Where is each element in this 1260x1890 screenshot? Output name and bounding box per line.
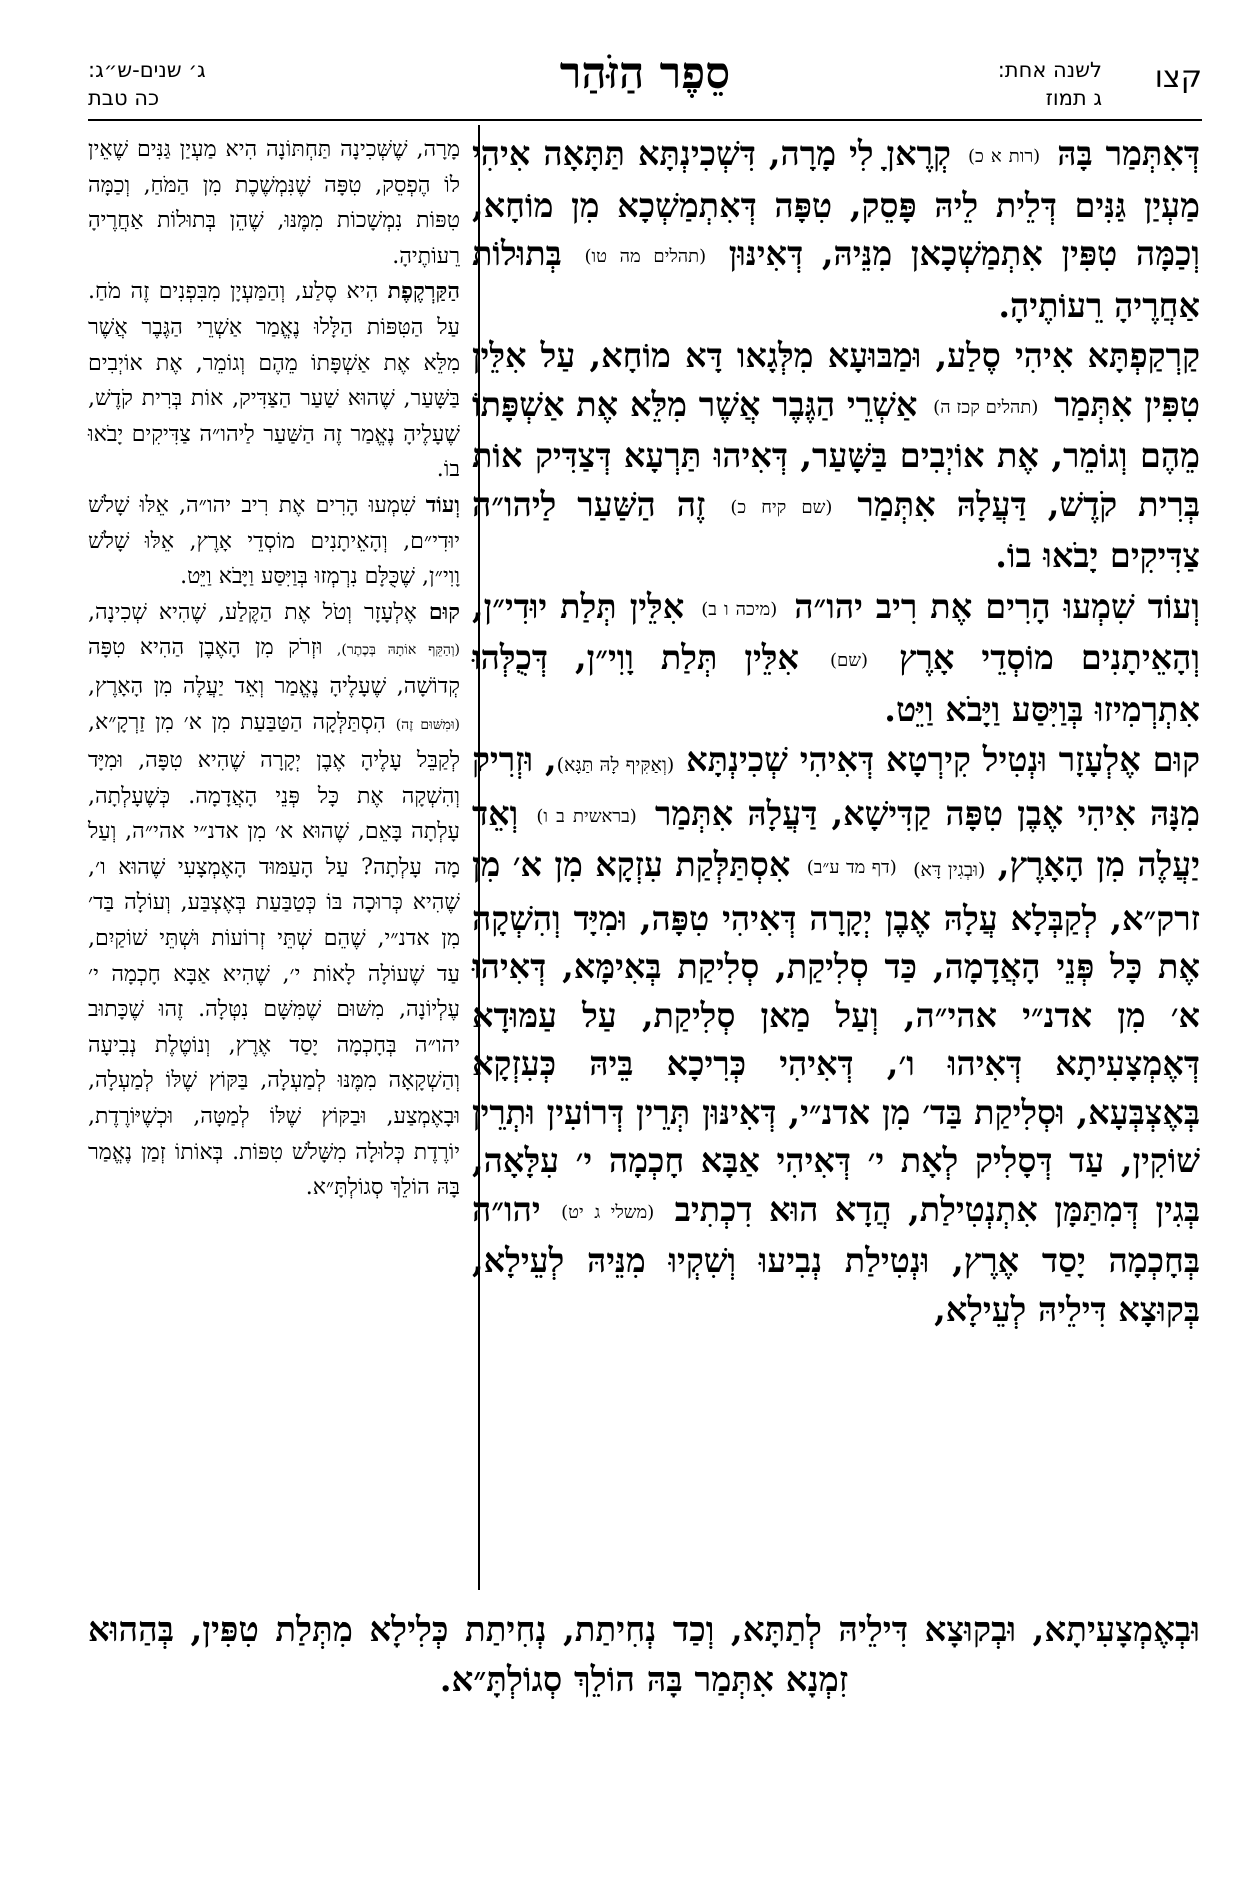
range-label: ג׳ שנים-ש״ג:	[88, 58, 206, 82]
paragraph-lead-word: הַקַּרְקֶפֶת	[387, 278, 460, 305]
main-p2-b: אַשְׁרֵי הַגֶּבֶר אֲשֶׁר מִלֵּא אֶת אַשְׁפָּתוֹ מֵהֶם וְגוֹמֵר, אֶת אוֹיְבִים בַּשָּׁעַר, דְּאִיהוּ תַּרְעָא דְּצַדִּיק אוֹת בְּרִית קֹדֶשׁ, דַּעֲלָהּ אִתְּמַר	[472, 384, 1200, 524]
side-p2-text: הִיא סֶלַע, וְהַמַּעְיָן מִבִּפְנִים זֶה מֹחַ. עַל הַטִּפּוֹת הַלָּלוּ נֶאֱמַר אַשְׁרֵי הַגֶּבֶר אֲשֶׁר מִלֵּא אֶת אַשְׁפָּתוֹ מֵהֶם וְגוֹמֵר, אֶת אוֹיְבִים בַּשָּׁעַר, שֶׁהוּא שַׁעַר הַצַּדִּיק, אוֹת בְּרִית קֹדֶשׁ, שֶׁעָלֶיהָ נֶאֱמַר זֶה הַשַּׁעַר לַיהו״ה צַדִּיקִים יָבֹאוּ בוֹ.	[88, 279, 460, 483]
main-p2-a: קַרְקַפְתָּא אִיהִי סֶלַע, וּמַבּוּעָא מִלְּגָאו דָּא מוֹחָא, עַל אִלֵּין טִפִּין אִתְּמַר	[472, 336, 1200, 424]
main-p4-c: וְאֵד יַעֲלֶה מִן הָאָרֶץ,	[472, 793, 1201, 884]
verse-source: (שם)	[829, 650, 868, 671]
main-p4-b: , וּזְרִיק מִנָּהּ אִיהִי אֶבֶן טִפָּה קַדִּישָׁא, דַּעֲלָהּ אִתְּמַר	[472, 740, 1200, 833]
daily-schedule-left	[88, 56, 206, 112]
inline-gloss: (וְאַקִּיף לָהּ תַּגָּא)	[556, 754, 675, 776]
paragraph-lead-word: וְעוֹד	[425, 491, 460, 518]
book-title: סֵפֶר הַזֹּהַר	[559, 48, 731, 99]
header-rule	[88, 119, 1202, 121]
side-paragraph-1: מָרָה, שֶׁשְּׁכִינָה תַּחְתּוֹנָה הִיא מַעְיַן גַּנִּים שֶׁאֵין לוֹ הֶפְסֵק, טִפָּה שֶׁנִּמְשֶׁכֶת מִן הַמֹּחַ, וְכַמָּה טִפּוֹת נִמְשָׁכוֹת מִמֶּנּוּ, שֶׁהֵן בְּתוּלוֹת אַחֲרֶיהָ רֵעוֹתֶיהָ.	[88, 137, 460, 269]
main-p3-a: וְעוֹד שִׁמְעוּ הָרִים אֶת רִיב יהו״ה	[794, 586, 1200, 626]
side-p4-text-b: וּזְרֹק מִן הָאֶבֶן הַהִיא טִפָּה קְדוֹשָׁה, שֶׁעָלֶיהָ נֶאֱמַר וְאֵד יַעֲלֶה מִן הָאָרֶץ,	[88, 635, 460, 699]
paragraph-lead-word: קוּם	[428, 598, 460, 625]
main-paragraph-3	[472, 583, 1200, 735]
side-p4-text-a: אֶלְעָזָר וְטֹל אֶת הַקֶּלַע, שֶׁהִיא שְׁכִינָה,	[88, 599, 429, 625]
main-paragraph-2	[472, 332, 1200, 581]
page-header	[88, 38, 1202, 120]
column-divider	[478, 125, 480, 1590]
verse-source: (משלי ג יט)	[561, 1201, 655, 1223]
main-p4-a: קוּם אֶלְעָזָר וּנְטִיל קִירְטָא דְּאִיהִי שְׁכִינְתָּא	[686, 740, 1201, 779]
main-p4-e: יהו״ה בְּחָכְמָה יָסַד אֶרֶץ, וּנְטִילַת נְבִיעוּ וְשִׁקְיוּ מִנֵּיהּ לְעֵילָא, בְּקוּצָא דִּילֵיהּ לְעֵילָא,	[472, 1189, 1200, 1329]
main-p1-c: בְּתוּלוֹת אַחֲרֶיהָ רֵעוֹתֶיהָ.	[472, 234, 1200, 325]
main-p4-d: אִסְתַּלְּקַת עִזְקָא מִן א׳ מִן זרק״א, לְקַבְּלָא עֲלָהּ אֶבֶן יְקָרָה דְּאִיהִי טִפָּה, וּמִיָּד וְהִשְׁקָה אֶת כָּל פְּנֵי הָאֲדָמָה, כַּד סְלִיקַת, סְלִיקַת בְּאִימָּא, דְּאִיהוּ א׳ מִן אדנ״י אהי״ה, וְעַל מַאן סְלִיקַת, עַל עַמּוּדָא דְּאֶמְצָעִיתָא דְּאִיהוּ ו׳, דְּאִיהִי כְּרִיכָא בֵּיהּ כְּעִזְקָא בְּאֶצְבְּעָא, וּסְלִיקַת בַּד׳ מִן אדנ״י, דְּאִינּוּן תְּרֵין דְּרוֹעִין וּתְרֵין שׁוֹקִין, עַד דְּסָלִיק לְאָת י׳ דְּאִיהִי אַבָּא חָכְמָה י׳ עִלָּאָה, בְּגִין דְּמִתַּמָּן אִתְנְטִילַת, הֲדָא הוּא דִכְתִיב	[472, 845, 1200, 1229]
side-paragraph-2	[88, 274, 460, 488]
verse-source: (בראשית ב ו)	[536, 805, 637, 827]
side-p4-text-c: הִסְתַּלְּקָה הַטַּבַּעַת מִן א׳ מִן זַרְקָ״א, לְקַבֵּל עָלֶיהָ אֶבֶן יְקָרָה שֶׁהִיא טִפָּה, וּמִיָּד וְהִשְׁקָה אֶת כָּל פְּנֵי הָאֲדָמָה. כְּשֶׁעָלְתָה, עָלְתָה בָּאֵם, שֶׁהוּא א׳ מִן אדנ״י אהי״ה, וְעַל מָה עָלְתָה? עַל הָעַמּוּד הָאֶמְצָעִי שֶׁהוּא ו׳, שֶׁהִיא כְּרוּכָה בּוֹ כְּטַבַּעַת בְּאֶצְבַּע, וְעוֹלָה בַּד׳ מִן אדנ״י, שֶׁהֵם שְׁתֵּי זְרוֹעוֹת וּשְׁתֵּי שׁוֹקַיִם, עַד שֶׁעוֹלָה לָאוֹת י׳, שֶׁהִיא אַבָּא חָכְמָה י׳ עֶלְיוֹנָה, מִשּׁוּם שֶׁמִּשָּׁם נִטְּלָה. זֶהוּ שֶׁכָּתוּב יהו״ה בְּחָכְמָה יָסַד אֶרֶץ, וְנוֹטֶלֶת נְבִיעָה וְהַשְׁקָאָה מִמֶּנּוּ לְמַעְלָה, בַּקּוֹץ שֶׁלּוֹ לְמַעְלָה, וּבָאֶמְצַע, וּבַקּוֹץ שֶׁלּוֹ לְמַטָּה, וּכְשֶׁיּוֹרֶדֶת, יוֹרֶדֶת כְּלוּלָה מִשָּׁלֹשׁ טִפּוֹת. בְּאוֹתוֹ זְמַן נֶאֱמַר בָּהּ הוֹלֵךְ סְגוֹלְתָּ״א.	[88, 709, 460, 1201]
main-text-column	[472, 130, 1200, 1336]
closing-paragraph: וּבְאֶמְצָעִיתָא, וּבְקוּצָא דִּילֵיהּ לְתַתָּא, וְכַד נְחִיתַת, נְחִיתַת כְּלִילָא מִתְּלַת טִפִּין, בְּהַהוּא זִמְנָא אִתְּמַר בָּהּ הוֹלֵךְ סְגוֹלְתָּ״א.	[88, 1610, 1200, 1700]
verse-source: (שם קיח כ)	[730, 496, 833, 518]
main-p3-c: אִלֵּין תְּלַת וָוִי״ן, דְּכֻלְּהוּ אִתְרְמִיזוּ בְּוַיִּסַּע וַיָּבֹא וַיֵּט.	[472, 638, 1200, 729]
side-paragraph-3	[88, 488, 460, 595]
date-right: ג תמוז	[1045, 86, 1102, 110]
main-p1-a: דְּאִתְּמַר בָּהּ	[1057, 134, 1200, 173]
inline-gloss: (וּבְגִין דָּא)	[913, 859, 986, 881]
verse-source: (מיכה ו ב)	[701, 598, 778, 620]
main-p1-b: קְרֶאןָ לִי מָרָה, דִּשְׁכִינְתָּא תַּתָּאָה אִיהִי מַעְיַן גַּנִּים דְּלֵית לֵיהּ פָּסֵק, טִפָּה דְּאִתְמַשְׁכָא מִן מוֹחָא, וְכַמָּה טִפִּין אִתְמַשְׁכָאן מִנֵּיהּ, דְּאִינּוּן	[472, 134, 1200, 273]
side-p3-text: שִׁמְעוּ הָרִים אֶת רִיב יהו״ה, אֵלּוּ שָׁלֹשׁ יוּדִי״ם, וְהָאֵיתָנִים מוֹסְדֵי אָרֶץ, אֵלּוּ שָׁלֹשׁ וָוִי״ן, שֶׁכֻּלָּם נִרְמְזוּ בְּוַיִּסַּע וַיָּבֹא וַיֵּט.	[88, 492, 460, 590]
main-paragraph-1	[472, 130, 1200, 330]
side-paragraph-4	[88, 595, 460, 1206]
verse-source: (תהלים קכז ה)	[933, 396, 1039, 418]
main-p3-b: אִלֵּין תְּלַת יוּדִי״ן, וְהָאֵיתָנִים מוֹסְדֵי אָרֶץ	[472, 586, 1200, 677]
main-p2-c: זֶה הַשַּׁעַר לַיהו״ה צַדִּיקִים יָבֹאוּ בוֹ.	[472, 484, 1200, 575]
year-label: לשנה אחת:	[997, 58, 1102, 82]
inline-gloss: (וְהַקֵּף אוֹתָהּ בְּכֶתֶר),	[336, 642, 460, 659]
folio-reference: (דף מד ע״ב)	[806, 857, 897, 878]
verse-source: (רות א כ)	[967, 146, 1041, 167]
closing-text	[88, 1605, 1200, 1705]
inline-gloss: (וּמִשּׁוּם זֶה)	[395, 716, 460, 733]
date-left: כה טבת	[88, 86, 160, 110]
translation-column	[88, 132, 460, 1206]
main-paragraph-4	[472, 736, 1200, 1334]
verse-source: (תהלים מה טו)	[584, 246, 707, 267]
page-number: קצו	[1154, 60, 1202, 95]
